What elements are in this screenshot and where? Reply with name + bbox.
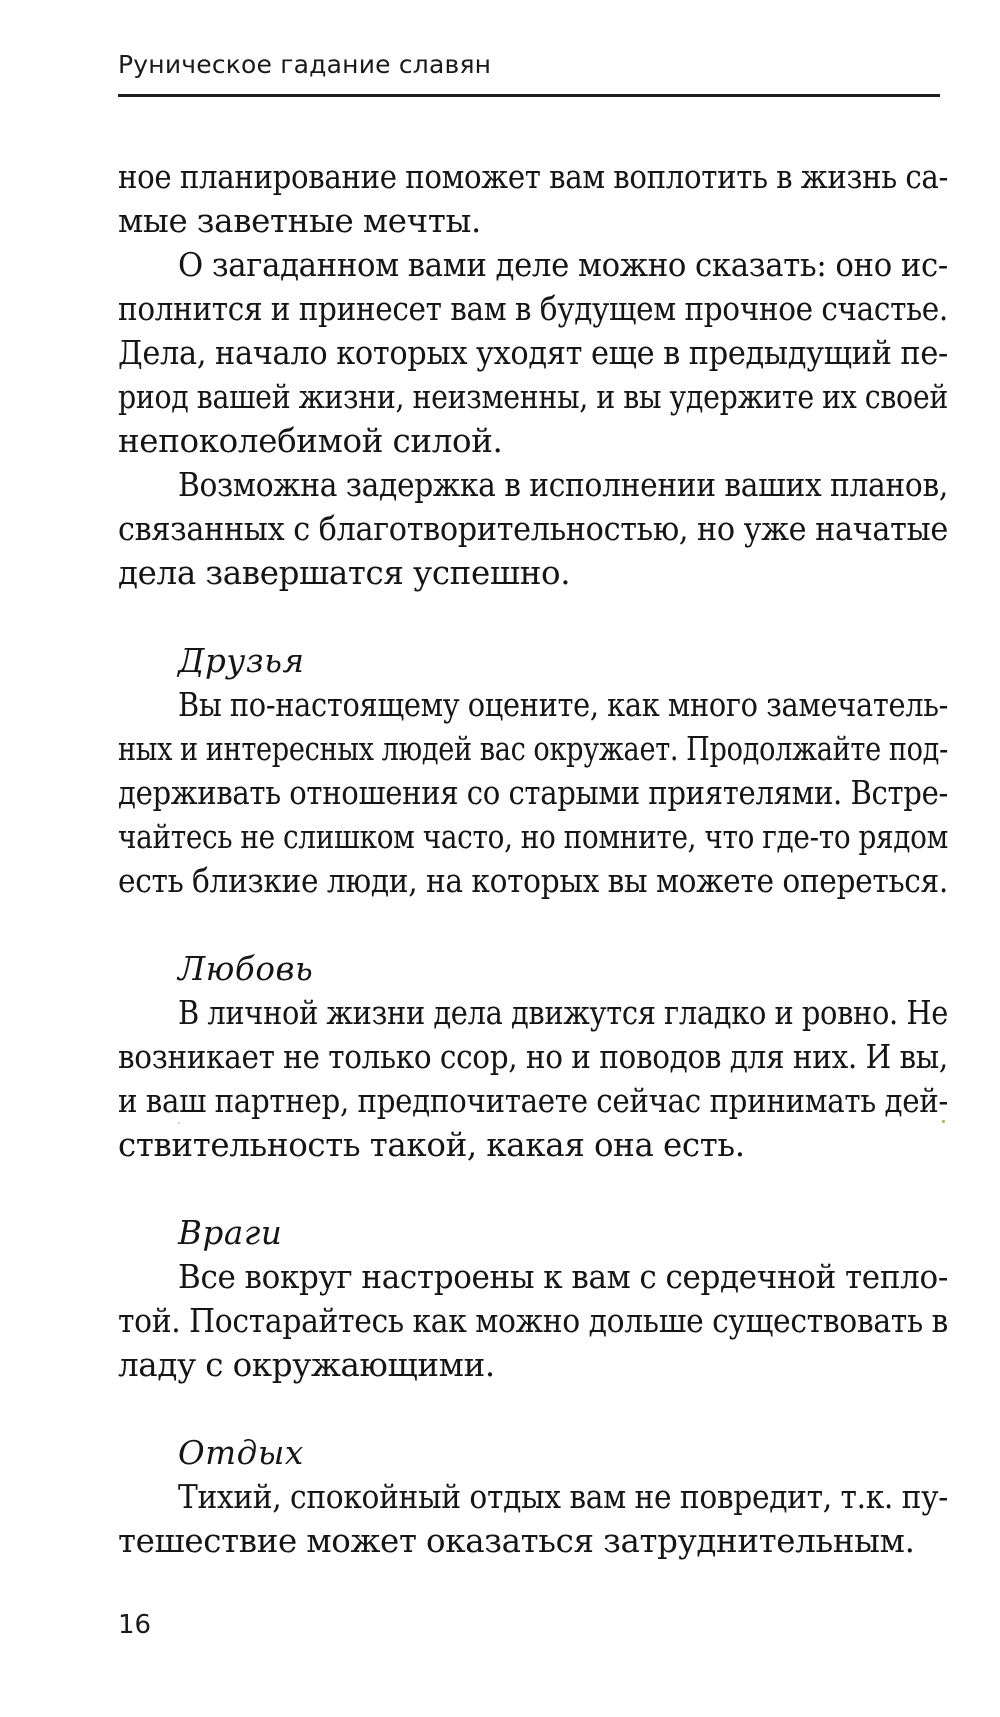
text-line: ладу с окружающими. [118, 1346, 495, 1384]
section-heading-enemies: Враги [178, 1214, 283, 1252]
section-love-text [118, 991, 948, 1167]
text-line: Дела, начало которых уходят еще в предыдущий пе- [118, 334, 948, 372]
page-number: 16 [118, 1610, 152, 1640]
text-line: и ваш партнер, предпочитаете сейчас принимать дей- [118, 1082, 949, 1120]
text-line: мые заветные мечты. [118, 202, 481, 240]
text-line: О загаданном вами деле можно сказать: оно ис- [178, 246, 948, 284]
section-heading-rest: Отдых [178, 1434, 304, 1472]
page-text [118, 155, 948, 1563]
text-line: чайтесь не слишком часто, но помните, что где-то рядом [118, 818, 948, 856]
text-line: ных и интересных людей вас окружает. Продолжайте под- [118, 730, 948, 768]
text-line: непоколебимой силой. [118, 422, 503, 460]
paper-speck [178, 1122, 180, 1124]
section-heading-friends: Друзья [178, 642, 305, 680]
text-line: той. Постарайтесь как можно дольше существовать в [118, 1302, 948, 1340]
text-line: В личной жизни дела движутся гладко и ровно. Не [178, 994, 948, 1032]
text-line: ствительность такой, какая она есть. [118, 1126, 745, 1164]
text-line: ное планирование поможет вам воплотить в жизнь са- [118, 158, 949, 196]
text-line: есть близкие люди, на которых вы можете опереться. [118, 862, 949, 900]
text-line: риод вашей жизни, неизменны, и вы удержите их своей [118, 378, 948, 416]
section-heading-love: Любовь [178, 950, 314, 988]
running-header: Руническое гадание славян [118, 50, 492, 79]
paragraph [118, 243, 948, 463]
text-line: Вы по-настоящему оцените, как много замечатель- [178, 686, 949, 724]
section-rest-text [118, 1475, 948, 1563]
header-rule [118, 94, 940, 97]
paper-speck [942, 1120, 945, 1123]
text-line: тешествие может оказаться затруднительным. [118, 1522, 915, 1560]
section-enemies-text [118, 1255, 948, 1387]
text-line: Возможна задержка в исполнении ваших планов, [178, 466, 948, 504]
section-friends-text [118, 683, 948, 903]
text-line: полнится и принесет вам в будущем прочное счастье. [118, 290, 948, 328]
text-line: держивать отношения со старыми приятелями. Встре- [118, 774, 949, 812]
paragraph [118, 155, 948, 243]
text-line: дела завершатся успешно. [118, 554, 571, 592]
text-line: связанных с благотворительностью, но уже начатые [118, 510, 948, 548]
text-line: Тихий, спокойный отдых вам не повредит, т.к. пу- [178, 1478, 949, 1516]
text-line: Все вокруг настроены к вам с сердечной тепло- [178, 1258, 948, 1296]
paragraph [118, 463, 948, 595]
text-line: возникает не только ссор, но и поводов для них. И вы, [118, 1038, 948, 1076]
